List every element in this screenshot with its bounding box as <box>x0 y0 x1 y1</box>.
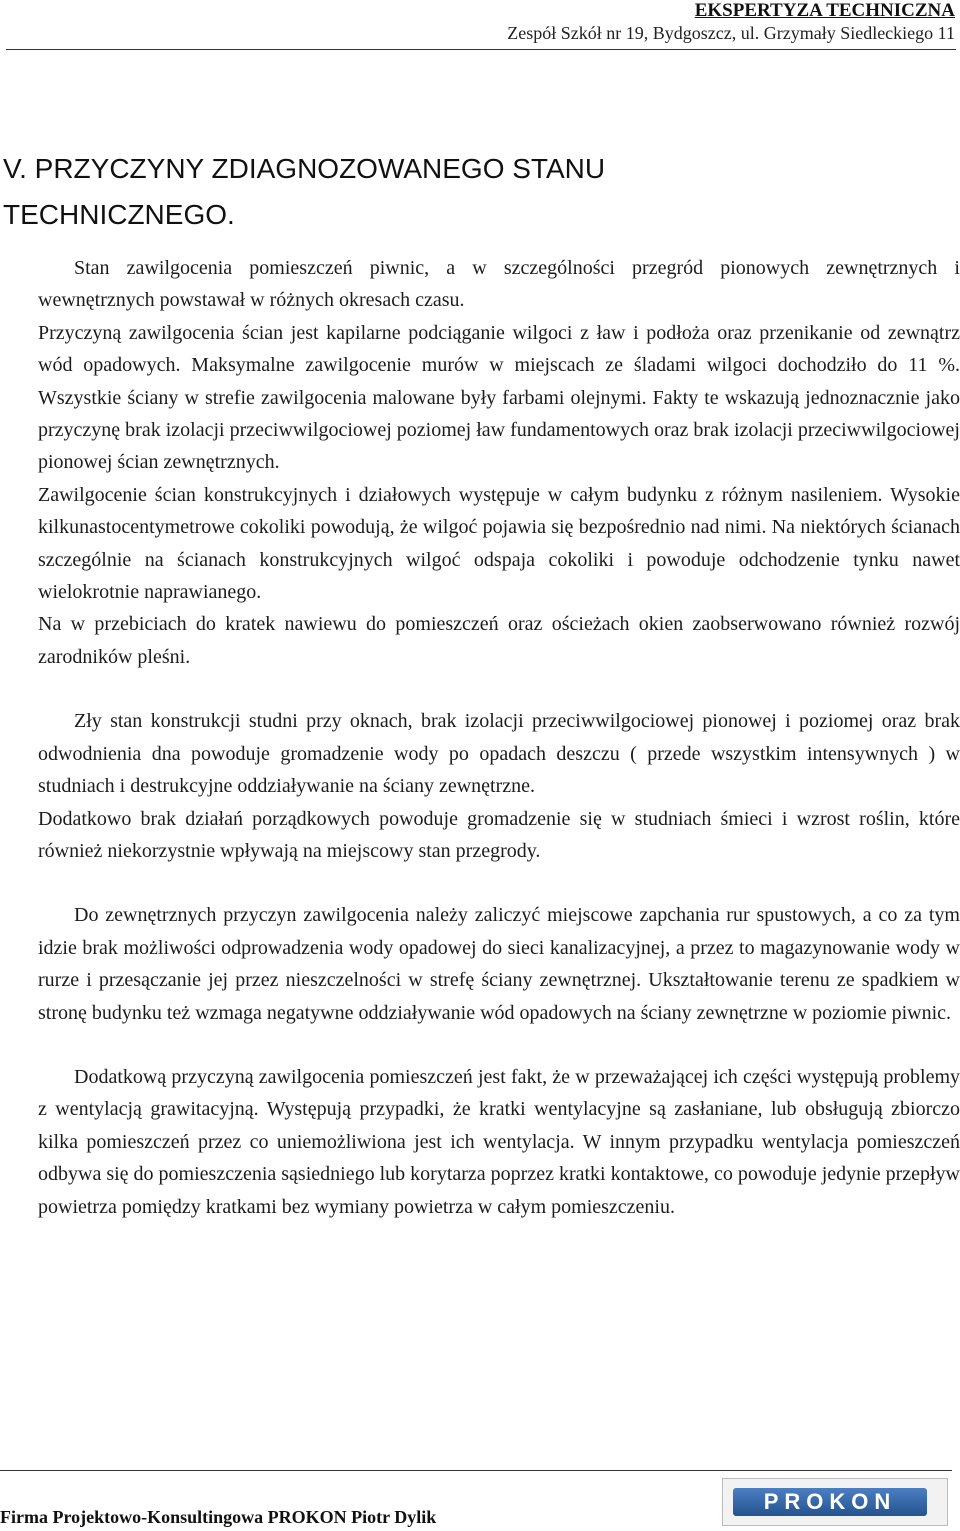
document-header-subtitle: Zespół Szkół nr 19, Bydgoszcz, ul. Grzymały Siedleckiego 11 <box>507 23 955 43</box>
paragraph: Na w przebiciach do kratek nawiewu do pomieszczeń oraz ościeżach okien zaobserwowano również rozwój zarodników pleśni. <box>38 613 960 668</box>
paragraph-spacer <box>38 867 960 899</box>
paragraph: Zawilgocenie ścian konstrukcyjnych i działowych występuje w całym budynku z różnym nasileniem. Wysokie kilkunastocentymetrowe cokoliki powodują, że wilgoć pojawia się bezpośrednio nad nimi. Na niektórych ścianach szczególnie na ścianach konstrukcyjnych wilgoć odspaja cokoliki i powoduje odchodzenie tynku nawet wielokrotnie naprawianego. <box>38 483 960 604</box>
footer-divider <box>0 1470 952 1471</box>
document-header-title: EKSPERTYZA TECHNICZNA <box>694 0 955 21</box>
header-divider <box>6 49 956 50</box>
document-body <box>38 252 960 1223</box>
paragraph-spacer <box>38 1029 960 1061</box>
paragraph-spacer <box>38 673 960 705</box>
footer-company-name: Firma Projektowo-Konsultingowa PROKON Piotr Dylik <box>0 1507 437 1527</box>
section-heading: V. PRZYCZYNY ZDIAGNOZOWANEGO STANU TECHNICZNEGO. <box>3 153 606 230</box>
paragraph: Dodatkową przyczyną zawilgocenia pomieszczeń jest fakt, że w przeważającej ich części występują problemy z wentylacją grawitacyjną. Występują przypadki, że kratki wentylacyjne są zasłaniane, lub obsługują zbiorczo kilka pomieszczeń przez co uniemożliwiona jest ich wentylacja. W innym przypadku wentylacja pomieszczeń odbywa się do pomieszczenia sąsiedniego lub korytarza poprzez kratki kontaktowe, co powoduje jedynie przepływ powietrza pomiędzy kratkami bez wymiany powietrza w całym pomieszczeniu. <box>38 1065 960 1218</box>
logo-plate <box>733 1488 927 1516</box>
logo-wordmark: PROKON <box>763 1489 897 1514</box>
paragraph: Dodatkowo brak działań porządkowych powoduje gromadzenie się w studniach śmieci i wzrost roślin, które również niekorzystnie wpływają na miejscowy stan przegrody. <box>38 807 960 862</box>
paragraph: Zły stan konstrukcji studni przy oknach, brak izolacji przeciwwilgociowej pionowej i poziomej oraz brak odwodnienia dna powoduje gromadzenie wody po opadach deszczu ( przede wszystkim intensywnych ) w studniach i destrukcyjne oddziaływanie na ściany zewnętrzne. <box>38 710 960 798</box>
paragraph: Stan zawilgocenia pomieszczeń piwnic, a w szczególności przegród pionowych zewnętrznych i wewnętrznych powstawał w różnych okresach czasu. <box>38 257 960 312</box>
paragraph: Przyczyną zawilgocenia ścian jest kapilarne podciąganie wilgoci z ław i podłoża oraz przenikanie od zewnątrz wód opadowych. Maksymalne zawilgocenie murów w miejscach ze śladami wilgoci dochodziło do 11 %. Wszystkie ściany w strefie zawilgocenia malowane były farbami olejnymi. Fakty te wskazują jednoznacznie jako przyczynę brak izolacji przeciwwilgociowej poziomej ław fundamentowych oraz brak izolacji przeciwwilgociowej pionowej ścian zewnętrznych. <box>38 321 960 474</box>
prokon-logo <box>722 1478 948 1526</box>
paragraph: Do zewnętrznych przyczyn zawilgocenia należy zaliczyć miejscowe zapchania rur spustowych, a co za tym idzie brak możliwości odprowadzenia wody opadowej do sieci kanalizacyjnej, a przez to magazynowanie wody w rurze i przesączanie jej przez nieszczelności w strefę ściany zewnętrznej. Ukształtowanie terenu ze spadkiem w stronę budynku też wzmaga negatywne oddziaływanie wód opadowych na ściany zewnętrzne w poziomie piwnic. <box>38 904 960 1024</box>
